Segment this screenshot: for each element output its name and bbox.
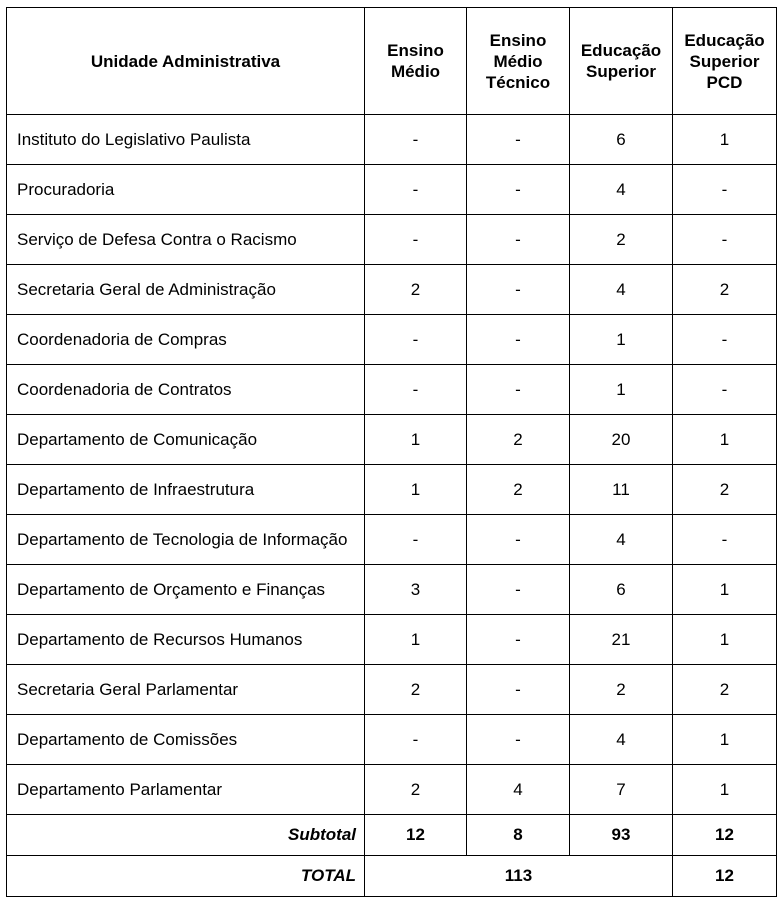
unit-name-cell: Departamento Parlamentar [7, 765, 365, 815]
ensino-medio-tecnico-cell: - [467, 315, 570, 365]
total-sum: 113 [365, 856, 673, 897]
table-row [7, 415, 777, 465]
educacao-superior-cell: 1 [570, 315, 673, 365]
header-ensino-medio: Ensino Médio [365, 8, 467, 115]
educacao-superior-pcd-cell: 1 [673, 565, 777, 615]
ensino-medio-cell: - [365, 515, 467, 565]
header-unit: Unidade Administrativa [7, 8, 365, 115]
total-pcd: 12 [673, 856, 777, 897]
unit-name-cell: Departamento de Comunicação [7, 415, 365, 465]
ensino-medio-tecnico-cell: - [467, 265, 570, 315]
educacao-superior-cell: 2 [570, 215, 673, 265]
subtotal-ensino-medio: 12 [365, 815, 467, 856]
ensino-medio-tecnico-cell: - [467, 165, 570, 215]
table-row [7, 465, 777, 515]
ensino-medio-tecnico-cell: - [467, 565, 570, 615]
subtotal-educacao-superior-pcd: 12 [673, 815, 777, 856]
header-ensino-medio-tecnico: Ensino Médio Técnico [467, 8, 570, 115]
educacao-superior-cell: 1 [570, 365, 673, 415]
table-row [7, 715, 777, 765]
subtotal-ensino-medio-tecnico: 8 [467, 815, 570, 856]
ensino-medio-tecnico-cell: 2 [467, 415, 570, 465]
educacao-superior-cell: 4 [570, 715, 673, 765]
educacao-superior-cell: 4 [570, 265, 673, 315]
ensino-medio-tecnico-cell: - [467, 715, 570, 765]
table-row [7, 565, 777, 615]
educacao-superior-pcd-cell: - [673, 515, 777, 565]
educacao-superior-cell: 20 [570, 415, 673, 465]
header-row [7, 8, 777, 115]
table-row [7, 265, 777, 315]
educacao-superior-pcd-cell: 2 [673, 665, 777, 715]
unit-name-cell: Coordenadoria de Contratos [7, 365, 365, 415]
educacao-superior-cell: 4 [570, 165, 673, 215]
subtotal-label: Subtotal [7, 815, 365, 856]
educacao-superior-pcd-cell: 2 [673, 265, 777, 315]
unit-name-cell: Departamento de Orçamento e Finanças [7, 565, 365, 615]
educacao-superior-cell: 21 [570, 615, 673, 665]
ensino-medio-cell: - [365, 165, 467, 215]
ensino-medio-tecnico-cell: - [467, 215, 570, 265]
ensino-medio-cell: 1 [365, 415, 467, 465]
educacao-superior-pcd-cell: - [673, 365, 777, 415]
table-row [7, 665, 777, 715]
educacao-superior-pcd-cell: - [673, 215, 777, 265]
ensino-medio-cell: 1 [365, 615, 467, 665]
table-row [7, 165, 777, 215]
ensino-medio-cell: - [365, 215, 467, 265]
educacao-superior-cell: 6 [570, 115, 673, 165]
table-row [7, 115, 777, 165]
ensino-medio-cell: - [365, 365, 467, 415]
ensino-medio-tecnico-cell: - [467, 615, 570, 665]
header-educacao-superior: Educação Superior [570, 8, 673, 115]
table-row [7, 365, 777, 415]
header-educacao-superior-pcd: Educação Superior PCD [673, 8, 777, 115]
unit-name-cell: Departamento de Comissões [7, 715, 365, 765]
table-row [7, 765, 777, 815]
unit-name-cell: Departamento de Infraestrutura [7, 465, 365, 515]
ensino-medio-tecnico-cell: 2 [467, 465, 570, 515]
educacao-superior-cell: 11 [570, 465, 673, 515]
educacao-superior-pcd-cell: 1 [673, 615, 777, 665]
educacao-superior-cell: 6 [570, 565, 673, 615]
educacao-superior-pcd-cell: - [673, 165, 777, 215]
ensino-medio-tecnico-cell: 4 [467, 765, 570, 815]
total-label: TOTAL [7, 856, 365, 897]
subtotal-row [7, 815, 777, 856]
table-row [7, 515, 777, 565]
vacancies-table [6, 7, 777, 897]
ensino-medio-tecnico-cell: - [467, 115, 570, 165]
ensino-medio-cell: 3 [365, 565, 467, 615]
ensino-medio-cell: - [365, 115, 467, 165]
educacao-superior-pcd-cell: 1 [673, 415, 777, 465]
table-row [7, 215, 777, 265]
ensino-medio-cell: - [365, 715, 467, 765]
ensino-medio-cell: 1 [365, 465, 467, 515]
ensino-medio-cell: - [365, 315, 467, 365]
unit-name-cell: Departamento de Recursos Humanos [7, 615, 365, 665]
ensino-medio-cell: 2 [365, 665, 467, 715]
ensino-medio-tecnico-cell: - [467, 515, 570, 565]
unit-name-cell: Departamento de Tecnologia de Informação [7, 515, 365, 565]
total-row [7, 856, 777, 897]
subtotal-educacao-superior: 93 [570, 815, 673, 856]
table-row [7, 315, 777, 365]
unit-name-cell: Coordenadoria de Compras [7, 315, 365, 365]
table-row [7, 615, 777, 665]
ensino-medio-tecnico-cell: - [467, 665, 570, 715]
ensino-medio-cell: 2 [365, 765, 467, 815]
educacao-superior-pcd-cell: - [673, 315, 777, 365]
unit-name-cell: Procuradoria [7, 165, 365, 215]
ensino-medio-cell: 2 [365, 265, 467, 315]
educacao-superior-cell: 4 [570, 515, 673, 565]
educacao-superior-pcd-cell: 1 [673, 765, 777, 815]
educacao-superior-cell: 7 [570, 765, 673, 815]
unit-name-cell: Secretaria Geral de Administração [7, 265, 365, 315]
ensino-medio-tecnico-cell: - [467, 365, 570, 415]
educacao-superior-cell: 2 [570, 665, 673, 715]
educacao-superior-pcd-cell: 1 [673, 115, 777, 165]
unit-name-cell: Instituto do Legislativo Paulista [7, 115, 365, 165]
unit-name-cell: Serviço de Defesa Contra o Racismo [7, 215, 365, 265]
unit-name-cell: Secretaria Geral Parlamentar [7, 665, 365, 715]
educacao-superior-pcd-cell: 1 [673, 715, 777, 765]
educacao-superior-pcd-cell: 2 [673, 465, 777, 515]
